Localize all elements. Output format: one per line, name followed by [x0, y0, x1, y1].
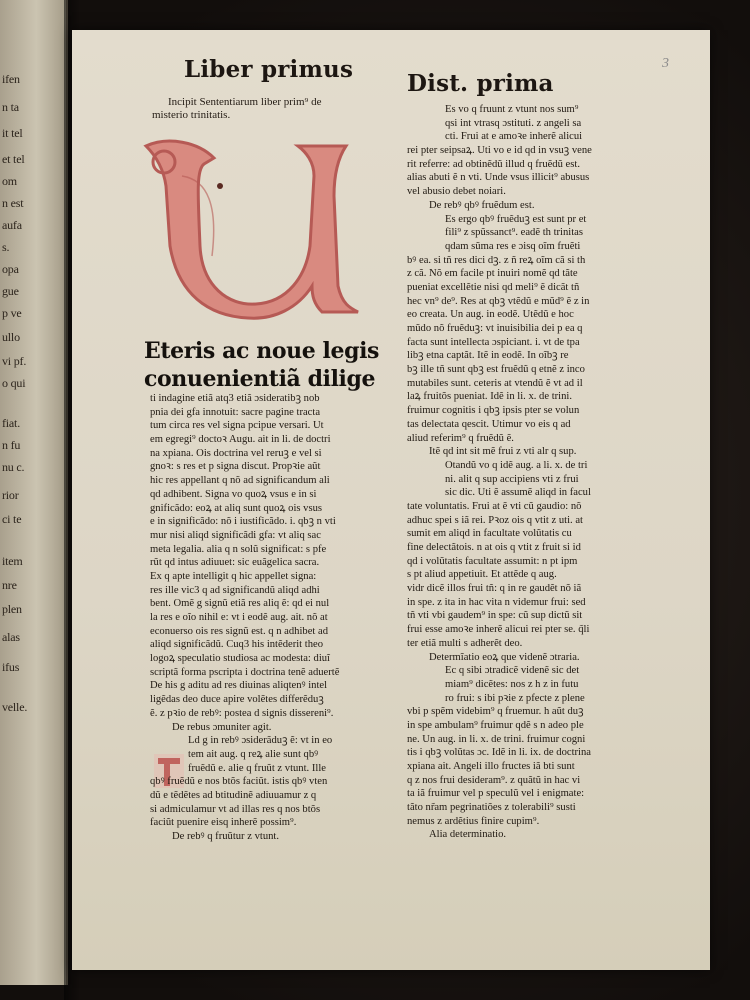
left-page-fragment: n ta — [2, 100, 19, 114]
left-text-column — [150, 392, 400, 844]
text-line: Es vo q fruunt z vtunt nos sum⁹ — [445, 104, 579, 115]
text-line: pueniat excellẽtie nisi qd meli⁹ ẽ dicãt tñ — [407, 281, 580, 293]
left-page-fragment: et tel — [2, 152, 25, 166]
text-line: in spe. z ita in hac vita n videmur frui: sed — [407, 596, 586, 608]
text-line: tum circa res vel signa pcipue versari. Ut — [150, 420, 324, 432]
text-line: s pt aliud appetiuit. Et attẽde q aug. — [407, 569, 557, 581]
text-line: logoꝝ speculatio studiosa ac modesta: diuĩ — [150, 653, 331, 665]
text-line: fili⁹ z spũssanct⁹. eadẽ th trinitas — [445, 227, 584, 239]
text-line: qsi int vtrasq ɔstituti. z angeli sa — [445, 117, 582, 129]
left-page-fragment: rior — [2, 488, 19, 502]
left-page-fragment: s. — [2, 240, 10, 254]
left-page-fragment: item — [2, 554, 23, 568]
text-line: la res e oĩo nihil e: vt i eodẽ aug. ait. nõ at — [150, 612, 328, 623]
left-facing-page — [0, 0, 68, 985]
running-head-right: Dist. prima — [407, 70, 554, 97]
text-line: mutabiles sunt. ceteris at vtendũ ẽ vt ad il — [407, 377, 583, 389]
text-line: cti. Frui at e amoꝛe inherẽ alicui — [445, 131, 583, 143]
text-line: mũdo nõ fruẽduꝫ: vt inuisibilia dei p ea q — [407, 323, 583, 334]
text-line: fine delectãtois. n at ois q vtit z fruit si id — [407, 542, 581, 553]
text-line: ni. alit q sup accipiens vti z frui — [445, 473, 579, 485]
text-line: tãto nr̃am pegrinatiões z tolerabili⁹ susti — [407, 802, 576, 814]
left-page-fragment: nu c. — [2, 460, 25, 474]
text-line: ne. Un aug. in li. x. de trini. fruimur cogni — [407, 733, 586, 745]
text-line: na xpiana. Ois doctrina vel reruꝫ e vel si — [150, 447, 322, 459]
text-line: aliqd significãdũ. Cuq3 his intẽderit theo — [150, 639, 324, 651]
text-line: De rebꝰ qbꝰ fruẽdum est. — [429, 199, 535, 211]
text-line: tas delectata qescit. Utimur vo eis q ad — [407, 418, 571, 430]
text-line: ligẽdas deo duce apire volẽtes differẽduꝫ — [150, 694, 324, 706]
text-line: fruẽdũ e. alie q fruũt z vtunt. Ille — [188, 762, 326, 774]
text-line: alias abuti ẽ n vti. Unde vsus illicit⁹ abusus — [407, 172, 590, 184]
text-line: qbꝰ fruẽdũ e nos btõs faciũt. istis qbꝰ vten — [150, 776, 328, 788]
left-page-fragment: o qui — [2, 376, 26, 390]
text-line: ẽ. z pꝛio de rebꝰ: postea d signis dissereni⁹. — [150, 707, 334, 719]
left-page-fragment: ullo — [2, 330, 20, 344]
left-page-fragment: n fu — [2, 438, 21, 452]
text-line: nemus z ardẽtius finire cupim⁹. — [407, 815, 540, 827]
text-line: rei pter seipsaꝝ. Uti vo e id qd in vsuꝫ vene — [407, 145, 592, 157]
text-line: Alia determinatio. — [429, 829, 507, 841]
text-line: De rebus ɔmuniter agit. — [172, 721, 272, 733]
text-line: pnia dei gfa innotuit: sacre pagine tracta — [150, 406, 321, 418]
text-line: De rebꝰ q fruũtur z vtunt. — [172, 831, 280, 842]
left-page-fragment: om — [2, 174, 17, 188]
text-line: rit referre: ad obtinẽdũ illud q fruẽdũ est. — [407, 158, 580, 170]
left-page-fragment: opa — [2, 262, 19, 276]
text-line: Ld g in rebꝰ ɔsiderãduꝫ ẽ: vt in eo — [188, 735, 333, 747]
text-line: ter etiã multi s adherẽt deo. — [407, 637, 523, 649]
left-page-fragment: ifen — [2, 72, 20, 86]
text-line: vbi p spẽm videbim⁹ q fruemur. h aũt duꝫ — [407, 706, 584, 718]
right-text-column — [407, 103, 662, 842]
left-page-fragment: ci te — [2, 512, 22, 526]
book-page — [72, 30, 710, 970]
left-page-fragment: p ve — [2, 306, 22, 320]
text-line: faciũt puenire eisq inherẽ possim⁹. — [150, 817, 297, 829]
text-line: fruimur cognitis i qbꝫ ipsis pter se volun — [407, 405, 580, 417]
text-line: dũ e tẽdẽtes ad btitudinẽ adiuuamur z q — [150, 789, 317, 801]
text-line: frui esse amoꝛe inherẽ alicui rei pter se. q̃li — [407, 624, 590, 636]
text-line: vel abusio debet noiari. — [407, 186, 506, 198]
opening-line-1: Eteris ac noue legis — [144, 338, 380, 364]
text-line: sumit em aliqd in facultate volũtatis cu — [407, 528, 572, 540]
text-line: gnificãdo: eoꝝ at aliq sunt quoꝝ ois vsus — [150, 502, 323, 514]
left-page-fragment: nre — [2, 578, 17, 592]
left-page-fragment: n est — [2, 196, 24, 210]
left-page-fragment: fiat. — [2, 416, 20, 430]
text-line: bꝫ ille tñ sunt qbꝫ est fruẽdũ q etnẽ z inco — [407, 364, 585, 376]
text-line: laꝝ fruitõs pueniat. Idẽ in li. x. de trini. — [407, 391, 572, 403]
text-line: eo creata. Un aug. in eodẽ. Utẽdũ e hoc — [407, 309, 574, 321]
text-line: sic dic. Uti ẽ assumẽ aliqd in facul — [445, 487, 591, 499]
text-line: qdam sũma res e ɔisq oĩm fruẽti — [445, 240, 581, 252]
left-page-fragment: vi pf. — [2, 354, 27, 368]
text-line: qd adhibent. Signa vo quoꝝ vsus e in si — [150, 488, 317, 500]
text-line: Ec q sibi ɔtradicẽ videnẽ sic det — [445, 665, 580, 677]
left-page-fragment: alas — [2, 630, 20, 644]
text-line: xpiana ait. Angeli illo fructes iã bti sunt — [407, 761, 575, 772]
text-line: ro frui: s ibi pꝛie z pfecte z plene — [445, 692, 585, 704]
text-line: De his g aditu ad res diuinas aliqtenꝰ intel — [150, 680, 328, 692]
text-line: bent. Omẽ g signũ etiã res aliq ẽ: qd ei nul — [150, 598, 330, 610]
text-line: mur nisi aliqd significãdi gfa: vt aliq sac — [150, 529, 321, 541]
folio-number: 3 — [662, 56, 669, 71]
text-line: hic res appellant q nõ ad significandum ali — [150, 475, 330, 487]
text-line: tis i qbꝫ volũtas ɔc. Idẽ in li. ix. de doctrina — [407, 747, 591, 759]
text-line: libꝫ etna captãt. Itẽ in eodẽ. In oĩbꝫ re — [407, 350, 569, 362]
left-page-fragment: gue — [2, 284, 19, 298]
incipit-line-1: Incipit Sententiarum liber prim⁹ de — [168, 96, 322, 108]
text-line: aliud referim⁹ q fruẽdũ ẽ. — [407, 432, 514, 444]
text-line: gnoꝛ: s res et p signa discut. Propꝛie aũt — [150, 461, 321, 473]
left-page-fragment: plen — [2, 602, 22, 616]
text-line: q z nos frui desideram⁹. z quãtũ in hac vi — [407, 774, 581, 786]
running-head-left: Liber primus — [184, 56, 354, 83]
text-line: in spe ambulam⁹ fruimur qdẽ s n adeo ple — [407, 719, 584, 731]
text-line: scriptã forma pscripta i doctrina tenẽ aduertẽ — [150, 666, 340, 678]
text-line: ti indagine etiã atq3 etiã ɔsideratibꝫ nob — [150, 393, 320, 404]
text-line: tñ vti vbi gaudem⁹ in spe: cũ sup dictũ sit — [407, 610, 583, 622]
decorated-initial-u — [138, 136, 362, 320]
text-line: z cã. Nõ em facile pt inuiri nomẽ qd tãte — [407, 268, 578, 280]
text-line: vidr dicẽ illos frui tñ: q in re gaudẽt nõ iã — [407, 583, 582, 595]
text-line: ta iã fruimur vel p speculũ vel i enigmate: — [407, 788, 585, 800]
text-line: em egregi⁹ doctoꝛ Augu. ait in li. de doctri — [150, 434, 331, 446]
text-line: bꝰ ea. si tñ res dici dꝫ. z ñ reꝝ oĩm cã si th — [407, 254, 586, 266]
left-page-fragment: velle. — [2, 700, 28, 714]
left-page-fragment: aufa — [2, 218, 22, 232]
text-line: adhuc spei s iã rei. Pꝛoz ois q vtit z uti. at — [407, 514, 583, 526]
text-line: miam⁹ dicẽtes: nos z h z in futu — [445, 678, 579, 690]
incipit-line-2: misterio trinitatis. — [152, 109, 231, 121]
text-line: si admiculamur vt ad illas res q nos btõs — [150, 803, 321, 815]
text-line: e in significãdo: nõ i iustificãdo. i. qbꝫ n vti — [150, 516, 336, 528]
text-line: rũt qd intus adiuuet: sic euãgelica sacra. — [150, 557, 320, 569]
text-line: res ille vic3 q ad significandũ aliqd adhi — [150, 584, 320, 596]
left-page-fragment: it tel — [2, 126, 23, 140]
text-line: hec vn⁹ de⁹. Res at qbꝫ vtẽdũ e mũd⁹ ẽ z in — [407, 295, 590, 307]
text-line: Determĩatio eoꝝ que videnẽ ɔtraria. — [429, 651, 580, 663]
text-line: tate voluntatis. Frui at ẽ vti cũ gaudio: nõ — [407, 500, 582, 512]
text-line: meta legalia. alia q n solũ significat: s pfe — [150, 543, 327, 555]
opening-line-2: conuenientiã dilige — [144, 366, 376, 392]
text-line: tem ait aug. q reꝝ alie sunt qbꝰ — [188, 748, 319, 760]
text-line: Itẽ qd int sit mẽ frui z vti alr q sup. — [429, 446, 577, 458]
text-line: Ex q apte intelligit q hic appellet signa: — [150, 570, 317, 582]
text-line: econuerso ois res signũ est. q n adhibet ad — [150, 625, 328, 637]
left-page-fragment: ifus — [2, 660, 20, 674]
text-line: facta sunt intellecta ɔspiciant. i. vt de tpa — [407, 336, 580, 348]
text-line: qd i volũtatis facultate assumit: n pt ipm — [407, 555, 578, 567]
text-line: Es ergo qbꝰ fruẽduꝫ est sunt pr et — [445, 213, 587, 225]
text-line: Otandũ vo q idẽ aug. a li. x. de tri — [445, 459, 588, 471]
